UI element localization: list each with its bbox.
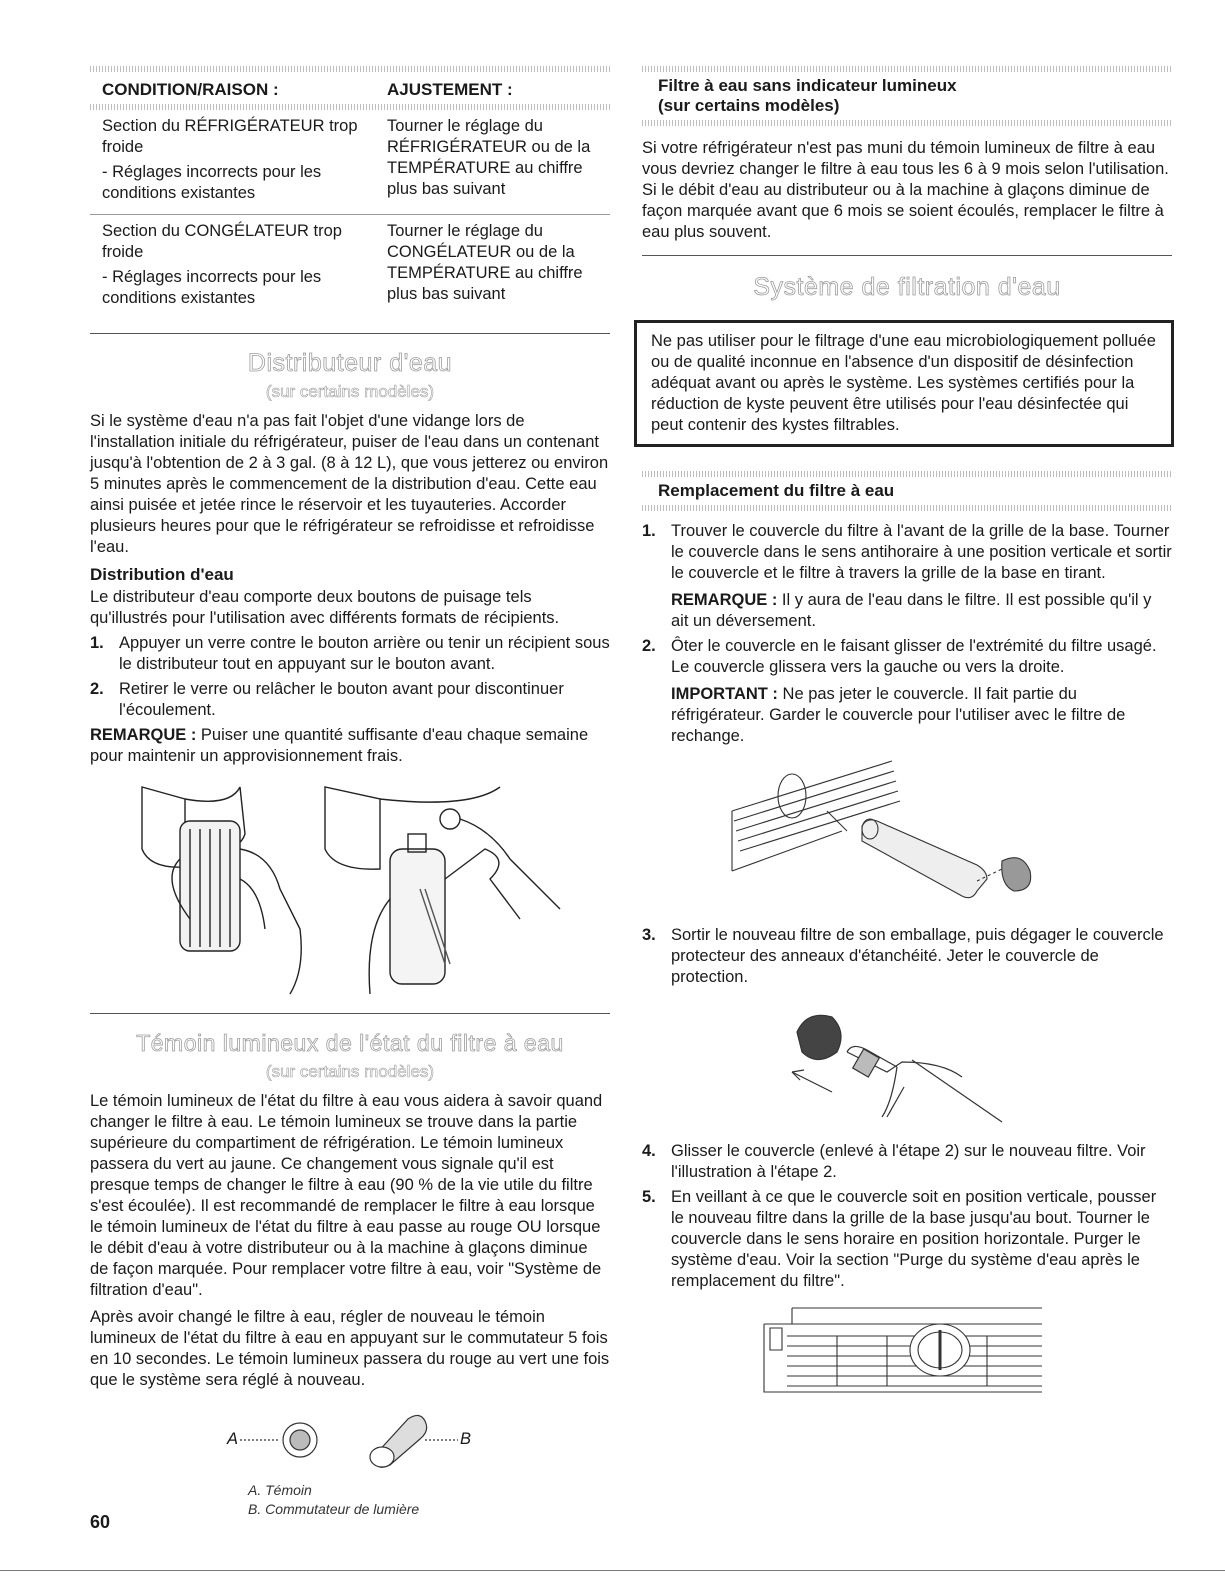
important-label: IMPORTANT : [671,685,778,703]
bottom-rule [0,1570,1225,1571]
row-reason: - Réglages incorrects pour les conditions existantes [102,268,322,307]
section-rule [90,333,610,334]
step-number: 4. [642,1142,656,1160]
filter-cap-illustration [642,992,1172,1137]
list-item [90,679,610,721]
replace-steps-continued [642,925,1172,988]
no-indicator-title-line1: Filtre à eau sans indicateur lumineux [658,76,957,95]
step-number: 1. [90,634,104,652]
list-item [90,633,610,675]
header-condition: CONDITION/RAISON : [102,80,279,99]
no-indicator-title [642,72,1172,120]
step-number: 2. [642,637,656,655]
header-adjustment: AJUSTEMENT : [387,80,513,99]
base-grille-drawing [642,1300,1172,1400]
note-text: Il y aura de l'eau dans le filtre. Il est possible qu'il y ait un déversement. [671,591,1152,630]
step-text: Retirer le verre ou relâcher le bouton avant pour discontinuer l'écoulement. [119,680,564,719]
list-item [642,636,1172,747]
label-b: B [460,1430,472,1448]
dispenser-intro: Si le système d'eau n'a pas fait l'objet d'une vidange lors de l'installation initiale du réfrigérateur, puiser de l'eau dans un contenant jusqu'à l'obtention de 2 à 3 gal. (8 à 12 L), que vous jetterez ou environ 5 minutes après le commencement de la distribution d'eau. Cette eau ainsi puisée et jetée rince le réservoir et les tuyauteries. Accorder plusieurs heures pour que le réfrigérateur se refroidisse et refroidisse l'eau. [90,412,609,556]
label-a: A [227,1430,239,1448]
dispenser-title: Distributeur d'eau [247,349,453,377]
warning-text: Ne pas utiliser pour le filtrage d'une eau microbiologiquement polluée ou de qualité inconnue en l'absence d'un dispositif de désinfection adéquat avant ou après le système. Les systèmes certifiés pour la réduction de kyste peuvent être utilisés pour l'eau désinfectée qui peut contenir des kystes filtrables. [651,332,1156,434]
page-number: 60 [90,1512,111,1532]
replace-steps-final [642,1141,1172,1292]
hatch-rule [642,120,1172,126]
note-label: REMARQUE : [90,726,197,744]
step-number: 1. [642,522,656,540]
status-light-title: Témoin lumineux de l'état du filtre à eau [136,1030,564,1056]
step-number: 3. [642,926,656,944]
note-text: Ne pas jeter le couvercle. Il fait partie du réfrigérateur. Garder le couvercle pour l'utiliser avec le filtre de rechange. [671,685,1126,745]
filter-removal-illustration [642,751,1172,921]
step-number: 2. [90,680,104,698]
hatch-rule [642,505,1172,511]
step-number: 5. [642,1188,656,1206]
list-item [642,1141,1172,1183]
warning-box [634,320,1174,447]
dispenser-drawing [90,779,610,999]
dispenser-note [90,725,610,767]
table-header [90,72,610,104]
row-condition: Section du CONGÉLATEUR trop froide [102,222,342,261]
filter-cap-drawing [642,992,1172,1137]
step-text: Ôter le couvercle en le faisant glisser de l'extrémité du filtre usagé. Le couvercle glissera vers la gauche ou vers la droite. [671,637,1157,676]
no-indicator-text: Si votre réfrigérateur n'est pas muni du témoin lumineux de filtre à eau vous devriez changer le filtre à eau tous les 6 à 9 mois selon l'utilisation. Si le débit d'eau au distributeur ou à la machine à glaçons diminue de façon marquée avant que 6 mois se soient écoulés, remplacer le filtre à eau plus souvent. [642,139,1169,241]
status-light-subtitle: (sur certains modèles) [265,1062,435,1081]
section-rule [642,255,1172,256]
indicator-drawing [90,1405,610,1475]
caption-b: B. Commutateur de lumière [248,1501,420,1517]
list-item [642,925,1172,988]
dispensing-text: Le distributeur d'eau comporte deux boutons de puisage tels qu'illustrés pour l'utilisation avec différents formats de récipients. [90,588,560,627]
list-item [642,521,1172,632]
note-text: Puiser une quantité suffisante d'eau chaque semaine pour maintenir un approvisionnement frais. [90,726,589,765]
replace-heading: Remplacement du filtre à eau [658,481,895,500]
replace-steps [642,521,1172,747]
status-light-illustration [90,1405,610,1475]
row-condition: Section du RÉFRIGÉRATEUR trop froide [102,117,358,156]
table-row [90,215,610,315]
filter-removal-drawing [642,751,1172,921]
dispensing-heading: Distribution d'eau [90,565,234,584]
right-column [642,66,1172,1400]
row-adjustment: Tourner le réglage du CONGÉLATEUR ou de la TEMPÉRATURE au chiffre plus bas suivant [387,222,583,303]
no-indicator-title-line2: (sur certains modèles) [658,96,840,115]
status-light-para2: Après avoir changé le filtre à eau, régler de nouveau le témoin lumineux de l'état du filtre à eau en appuyant sur le commutateur 5 fois en 10 secondes. Le témoin lumineux passera du rouge au vert une fois que le système sera réglé à nouveau. [90,1308,610,1389]
caption-a: A. Témoin [248,1482,312,1498]
dispenser-illustration [90,779,610,999]
list-item [642,1187,1172,1292]
dispenser-subtitle: (sur certains modèles) [265,382,435,401]
left-column [90,66,610,1519]
table-row [90,110,610,210]
row-adjustment: Tourner le réglage du RÉFRIGÉRATEUR ou de la TEMPÉRATURE au chiffre plus bas suivant [387,117,591,198]
dispensing-steps [90,633,610,721]
step-text: En veillant à ce que le couvercle soit en position verticale, pousser le nouveau filtre dans la grille de la base jusqu'au bout. Tourner le couvercle dans le sens horaire en position horizontale. Purger le système d'eau. Voir la section "Purge du système d'eau après le remplacement du filtre". [671,1188,1157,1290]
step-text: Glisser le couvercle (enlevé à l'étape 2) sur le nouveau filtre. Voir l'illustration à l'étape 2. [671,1142,1146,1181]
step-text: Trouver le couvercle du filtre à l'avant de la grille de la base. Tourner le couvercle dans le sens antihoraire à une position verticale et sortir le couvercle et le filtre à travers la grille de la base en tirant. [671,522,1172,582]
section-rule [90,1013,610,1014]
row-reason: - Réglages incorrects pour les conditions existantes [102,163,322,202]
note-label: REMARQUE : [671,591,778,609]
status-light-para1: Le témoin lumineux de l'état du filtre à eau vous aidera à savoir quand changer le filtre à eau. Le témoin lumineux se trouve dans la partie supérieure du compartiment de réfrigération. Le témoin lumineux passera du vert au jaune. Ce changement vous signale qu'il est presque temps de changer le filtre à eau (90 % de la vie utile du filtre s'est écoulée). Il est recommandé de remplacer le filtre à eau lorsque le témoin lumineux de l'état du filtre à eau passe au rouge OU lorsque le débit d'eau à votre distributeur ou à la machine à glaçons diminue de façon marquée. Pour remplacer votre filtre à eau, voir "Système de filtration d'eau". [90,1092,603,1299]
filtration-title: Système de filtration d'eau [753,273,1061,301]
step-text: Sortir le nouveau filtre de son emballage, puis dégager le couvercle protecteur des anneaux d'étanchéité. Jeter le couvercle de protection. [671,926,1164,986]
base-grille-illustration [642,1300,1172,1400]
step-text: Appuyer un verre contre le bouton arrière ou tenir un récipient sous le distributeur tout en appuyant sur le bouton avant. [119,634,610,673]
step1-note [671,590,1172,632]
step2-note [671,684,1172,747]
